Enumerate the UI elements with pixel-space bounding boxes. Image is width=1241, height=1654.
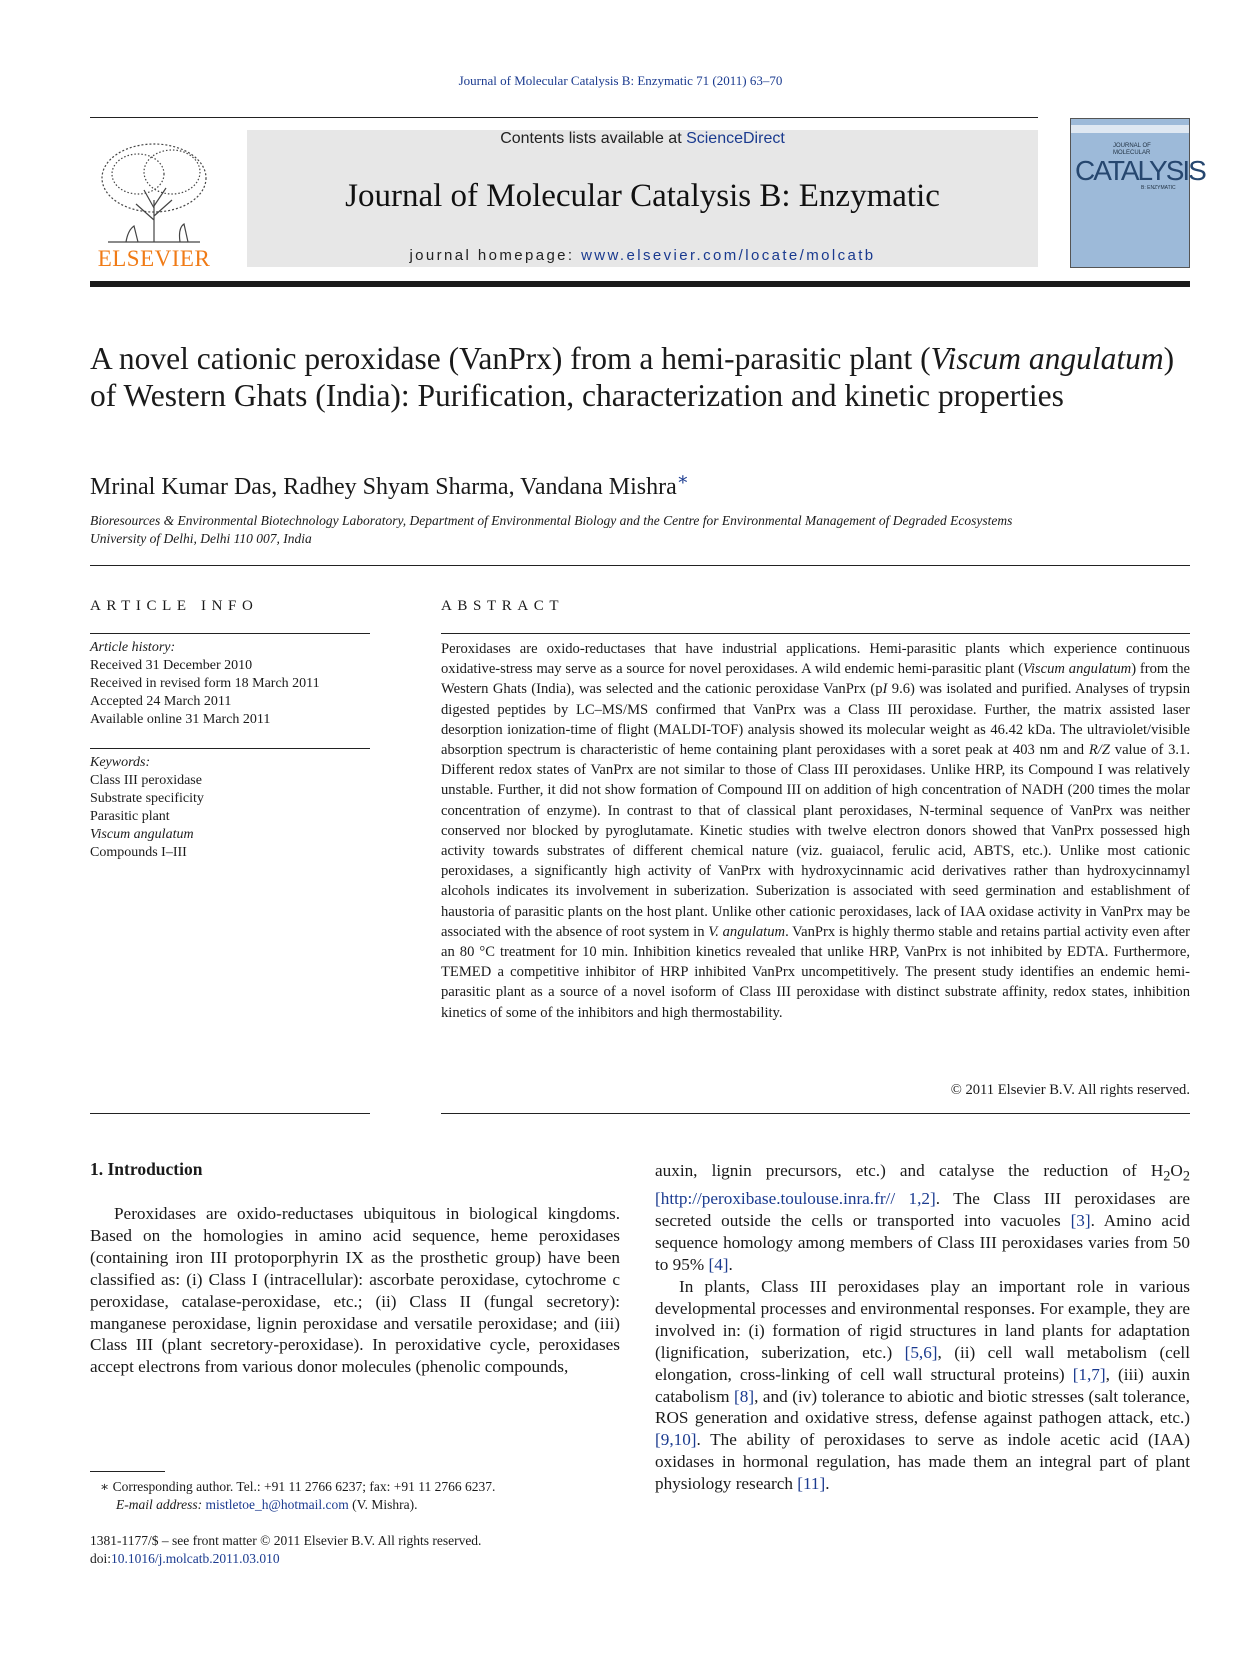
title-text-1: A novel cationic peroxidase (VanPrx) from a hemi-parasitic plant ( <box>90 341 931 376</box>
reference-link[interactable]: [9,10] <box>655 1430 697 1450</box>
subscript: 2 <box>1163 1168 1171 1185</box>
footnote-line <box>90 1496 630 1514</box>
header-thick-rule <box>90 281 1190 287</box>
article-info-rule <box>90 633 370 634</box>
article-title <box>90 340 1200 414</box>
text-span: In plants, Class III peroxidases play an important role in various developmental processes and environmental responses. For example, they are involved in: (i) formation of rigid structures in land plants for adaptation (lignification, suberization, etc.) <box>655 1276 1190 1362</box>
reference-link[interactable]: [8] <box>734 1386 755 1406</box>
keyword-item: Parasitic plant <box>90 809 170 824</box>
history-item: Available online 31 March 2011 <box>90 712 271 727</box>
text-span: . Amino acid sequence homology among members of Class III peroxidases varies from 50 to 95% <box>655 1211 1190 1275</box>
header-rule <box>90 117 1038 118</box>
email-label: E-mail address: <box>116 1497 206 1512</box>
reference-link[interactable]: [http://peroxibase.toulouse.inra.fr// 1,2] <box>655 1189 936 1209</box>
text-span: , and (iv) tolerance to abiotic and biotic stresses (salt tolerance, ROS generation and oxidative stress, defense against pathogen attack, etc.) <box>655 1386 1190 1428</box>
introduction-paragraph <box>655 1276 1190 1495</box>
text-span: , (iii) auxin catabolism <box>655 1364 1190 1406</box>
sciencedirect-link[interactable]: ScienceDirect <box>686 130 785 147</box>
article-info-heading: ARTICLE INFO <box>90 598 259 614</box>
reference-link[interactable]: [11] <box>797 1474 826 1494</box>
affiliation-line-2: University of Delhi, Delhi 110 007, India <box>90 531 312 546</box>
introduction-heading: 1. Introduction <box>90 1159 203 1179</box>
cover-band <box>1071 125 1189 133</box>
title-italic-1: Viscum <box>930 341 1022 376</box>
text-span: . <box>825 1474 830 1494</box>
contents-prefix: Contents lists available at <box>500 130 687 147</box>
homepage-link[interactable]: www.elsevier.com/locate/molcatb <box>581 247 876 264</box>
footnote-line <box>90 1478 630 1496</box>
abstract-rule <box>441 633 1190 634</box>
abstract-span: . VanPrx is highly thermo stable and retains partial activity even after an 80 °C treatment for 10 min. Inhibition kinetics revealed that unlike HRP, VanPrx is not inhibited by EDTA. Furthermore, TEMED a competitive inhibitor of HRP inhibited VanPrx uncompetitively. The present study identifies an endemic hemi-parasitic plant as a source of a novel isoform of Class III peroxidase with distinct substrate affinity, redox states, inhibition kinetics of some of the inhibitors and high thermostability. <box>441 923 1191 1021</box>
article-history <box>90 639 370 729</box>
cover-big-text: CATALYSIS <box>1075 155 1205 186</box>
authors-text: Mrinal Kumar Das, Radhey Shyam Sharma, Vandana Mishra <box>90 474 677 500</box>
reference-link[interactable]: [3] <box>1070 1211 1091 1231</box>
introduction-left-paragraph: Peroxidases are oxido-reductases ubiquitous in biological kingdoms. Based on the homologies in amino acid sequence, heme peroxidases (containing iron III protoporphyrin IX as the prosthetic group) have been classified as: (i) Class I (intracellular): ascorbate peroxidase, cytochrome c peroxidase, catalase-peroxidase, etc.; (ii) Class II (fungal secretory): manganese peroxidase, lignin peroxidase and versatile peroxidase; and (iii) Class III (plant secretory-peroxidase). In peroxidative cycle, peroxidases accept electrons from various donor molecules (phenolic compounds, <box>90 1204 620 1377</box>
footnote-mark: ∗ <box>100 1479 110 1494</box>
affiliation <box>90 512 1200 548</box>
keywords-label: Keywords: <box>90 755 151 770</box>
text-span: auxin, lignin precursors, etc.) and catalyse the reduction of H <box>655 1161 1164 1180</box>
text-span: . The Class III peroxidases are secreted outside the cells or transported into vacuoles <box>655 1189 1191 1231</box>
footnote-text: Corresponding author. Tel.: +91 11 2766 6237; fax: +91 11 2766 6237. <box>109 1479 496 1494</box>
abstract-italic: Viscum angulatum <box>1023 661 1132 678</box>
introduction-paragraph <box>655 1160 1190 1276</box>
history-item: Received 31 December 2010 <box>90 658 253 673</box>
reference-link[interactable]: [4] <box>708 1255 729 1275</box>
abstract-italic: R/Z <box>1088 742 1110 759</box>
email-suffix: (V. Mishra). <box>348 1497 418 1512</box>
journal-title: Journal of Molecular Catalysis B: Enzymatic <box>345 178 940 214</box>
contents-line <box>247 130 1038 148</box>
journal-citation[interactable]: Journal of Molecular Catalysis B: Enzymatic 71 (2011) 63–70 <box>458 73 783 88</box>
affiliation-line-1: Bioresources & Environmental Biotechnology Laboratory, Department of Environmental Biology and the Centre for Environmental Management of Degraded Ecosystems <box>90 513 1013 528</box>
keyword-item: Substrate specificity <box>90 791 204 806</box>
abstract-span: ) from the Western Ghats (India), was selected and the cationic peroxidase VanPrx (p <box>441 661 1190 698</box>
issn-line: 1381-1177/$ – see front matter © 2011 Elsevier B.V. All rights reserved. <box>90 1533 482 1548</box>
abstract-span: 9.6) was isolated and purified. Analyses of trypsin digested peptides by LC–MS/MS confirmed that VanPrx was a Class III peroxidase. Further, the matrix assisted laser desorption ionization-time of flight (MALDI-TOF) analysis showed its molecular weight as 46.42 kDa. The ultraviolet/visible absorption spectrum is characteristic of heme containing plant peroxidases with a soret peak at 403 nm and <box>441 681 1190 759</box>
history-item: Accepted 24 March 2011 <box>90 694 232 709</box>
elsevier-wordmark: ELSEVIER <box>97 246 211 271</box>
article-info-rule <box>90 1113 370 1114</box>
corresponding-author-mark[interactable]: ∗ <box>676 469 690 489</box>
text-span: . The ability of peroxidases to serve as indole acetic acid (IAA) oxidases in hormonal regulation, has made them an integral part of plant physiology research <box>655 1430 1190 1494</box>
abstract-rule <box>441 1113 1190 1114</box>
abstract-span: Peroxidases are oxido-reductases that have industrial applications. Hemi-parasitic plants which experience continuous oxidative-stress may serve as a source for novel peroxidases. A wild endemic hemi-parasitic plant ( <box>441 641 1190 678</box>
doi-line <box>90 1550 630 1568</box>
corresponding-footnote <box>90 1478 630 1514</box>
history-item: Received in revised form 18 March 2011 <box>90 676 320 691</box>
introduction-right-column <box>655 1160 1190 1495</box>
abstract-italic: I <box>882 681 888 698</box>
author-list <box>90 469 689 501</box>
abstract-span: value of 3.1. Different redox states of VanPrx are not similar to those of Class III peroxidases. Unlike HRP, its Compound I was relatively unstable. Further, it did not show formation of Compound III on addition of high concentration of NADH (200 times the molar concentration of enzyme). In contrast to that of classical plant peroxidases, N-terminal sequence of VanPrx was neither conserved nor blocked by pyroglutamate. Kinetic studies with twelve electron donors showed that VanPrx possessed high activity towards substrates of different chemical nature (viz. guaiacol, ferulic acid, ABTS, etc.). Unlike most cationic peroxidases, a significantly high activity of VanPrx with hydroxycinnamic acid derivatives rather than hydroxycinnamyl alcohols indicates its involvement in suberization. Suberization is associated with seed germination and establishment of haustoria of parasitic plants on the host plant. Unlike other cationic peroxidases, lack of IAA oxidase activity in VanPrx may be associated with the absence of root system in <box>441 742 1190 940</box>
title-rule <box>90 565 1190 566</box>
keyword-item: Class III peroxidase <box>90 773 202 788</box>
cover-sub-text: B: ENZYMATIC <box>1141 185 1176 191</box>
keyword-item: Viscum angulatum <box>90 827 194 842</box>
reference-link[interactable]: [1,7] <box>1072 1364 1106 1384</box>
front-matter <box>90 1532 630 1568</box>
history-label: Article history: <box>90 640 176 655</box>
doi-link[interactable]: 10.1016/j.molcatb.2011.03.010 <box>111 1551 280 1566</box>
footnote-rule <box>90 1471 165 1472</box>
title-italic-2: angulatum <box>1028 341 1164 376</box>
cover-small-text: JOURNAL OF MOLECULAR <box>1113 143 1151 156</box>
text-span: , (ii) cell wall metabolism (cell elongation, cross-linking of cell wall structural proteins) <box>655 1342 1190 1384</box>
subscript: 2 <box>1182 1168 1190 1185</box>
abstract-heading: ABSTRACT <box>441 598 565 614</box>
title-text-2: ) of Western Ghats (India): Purification, characterization and kinetic properties <box>90 341 1175 413</box>
abstract-italic: V. angulatum <box>708 923 786 940</box>
article-info-rule <box>90 748 370 749</box>
journal-cover-thumbnail[interactable] <box>1070 118 1205 268</box>
abstract-text <box>441 639 1190 1023</box>
keywords <box>90 754 370 862</box>
keyword-item: Compounds I–III <box>90 845 187 860</box>
abstract-copyright: © 2011 Elsevier B.V. All rights reserved. <box>950 1082 1190 1098</box>
homepage-line <box>247 247 1038 264</box>
doi-label: doi: <box>90 1551 112 1566</box>
homepage-prefix: journal homepage: <box>409 247 582 264</box>
reference-link[interactable]: [5,6] <box>904 1342 938 1362</box>
journal-banner <box>247 130 1038 267</box>
email-link[interactable]: mistletoe_h@hotmail.com <box>205 1497 349 1512</box>
text-span: O <box>1170 1161 1183 1180</box>
text-span: . <box>728 1255 733 1275</box>
